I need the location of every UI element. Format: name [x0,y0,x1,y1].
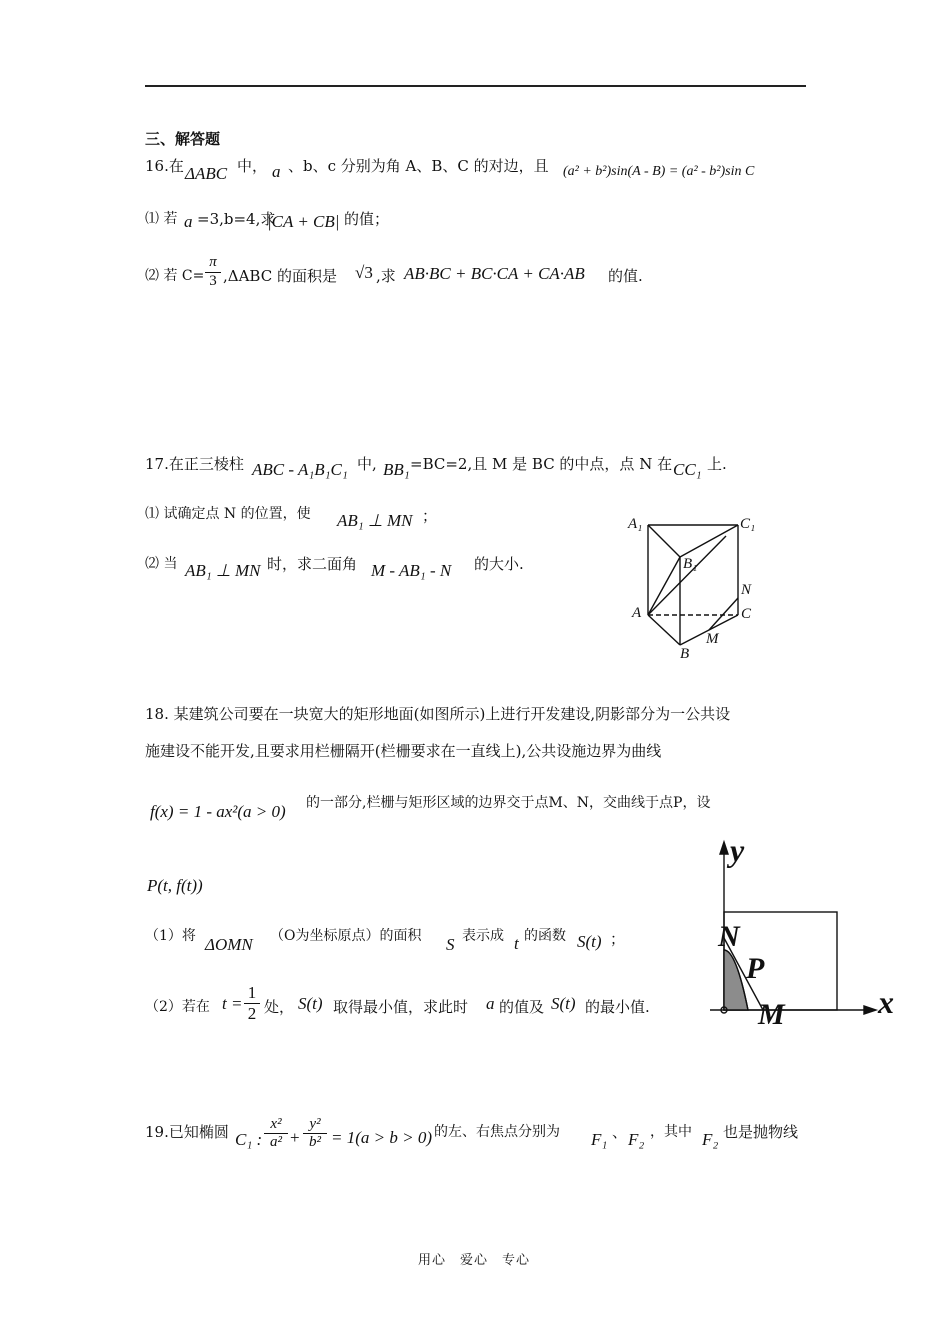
q19-f2b: F₂ [702,1130,719,1149]
q18-line1: 18. 某建筑公司要在一块宽大的矩形地面(如图所示)上进行开发建设,阴影部分为一公共设 [145,705,731,723]
q16-part2-sqrt: √3 [355,263,373,282]
prism-figure [620,510,770,670]
q18-part2-st2: S(t) [551,994,576,1013]
q18-part2-t: t = [222,994,243,1013]
q18-part1-st: S(t) [577,932,602,951]
fig18-label-x: x [878,984,894,1020]
q17-cc1: CC₁ [673,460,702,479]
fig17-label-c1: C₁ [740,516,756,532]
q16-part1-expr: |CA + CB| [267,212,340,231]
q19-sep: 、 [612,1123,628,1141]
q16-text2: 、b、c 分别为角 A、B、C 的对边，且 [288,157,549,175]
q18-frac-den: 2 [244,1003,260,1024]
fig17-label-b: B [680,646,690,662]
q19-frac1-den: a² [264,1133,288,1151]
fig17-label-a: A [632,605,642,621]
q17-part2-expr: AB₁ ⊥ MN [185,561,261,580]
q17-part2-angle: M - AB₁ - N [371,561,452,580]
curve-figure [700,832,920,1033]
q17-bb1: BB₁ [383,460,410,479]
q18-part1-end: ； [610,930,626,948]
q18-point: P(t, f(t)) [147,876,203,895]
fig17-label-b1: B₁ [683,556,698,572]
q18-part1-label: （1）将 [145,928,196,944]
q16-text1: 中， [237,157,268,175]
q19-lead: 19.已知椭圆 [145,1123,229,1141]
q18-part1-text2: 表示成 [462,928,504,944]
q19-frac2-den: b² [303,1133,327,1151]
q19-rest: = 1(a > b > 0) [331,1128,432,1147]
q19-frac1-num: x² [270,1116,282,1132]
q18-part2-c: 的值及 [499,998,545,1016]
q16-part1-label: ⑴ 若 [145,211,178,227]
q17-part1-end: ； [422,507,438,525]
q19-fraction-2 [303,1116,327,1151]
q19-frac2-num: y² [309,1116,321,1132]
q16-part1-text: =3,b=4,求 [197,210,276,228]
q16-part2-mid: ,ΔABC 的面积是 [223,267,337,285]
section-title: 三、解答题 [145,130,221,148]
fig17-label-n: N [741,582,752,598]
q16-triangle: ΔABC [185,164,228,183]
q18-function: f(x) = 1 - ax²(a > 0) [150,802,286,821]
q16-part1-a: a [184,212,193,231]
q17-prism: ABC - A₁B₁C₁ [252,460,348,479]
q18-part2-end: 的最小值. [585,998,650,1016]
q18-part2-a: 处， [264,998,295,1016]
q19-fraction-1 [264,1116,288,1151]
q16-var-a: a [272,162,281,181]
fig18-label-m: M [758,998,785,1031]
q19-c1: C₁ : [235,1130,263,1149]
fig17-label-m: M [706,631,719,647]
q17-mid: 中, [357,455,377,473]
q18-part1-s: S [446,935,455,954]
q18-part2-fraction [244,983,260,1024]
fig17-label-a1: A₁ [628,516,643,532]
q18-part2-b: 取得最小值，求此时 [333,998,469,1016]
q16-frac-num: π [209,254,217,270]
q16-part2-expr: AB·BC + BC·CA + CA·AB [404,264,585,283]
q18-part1-triangle: ΔOMN [205,935,253,954]
q19-f2: F₂ [628,1130,645,1149]
q16-part2-end: 的值. [608,267,643,285]
q19-text1: 的左、右焦点分别为 [434,1124,560,1140]
q19-plus: + [290,1128,300,1147]
q17-lead: 17.在正三棱柱 [145,455,244,473]
q18-part2-label: （2）若在 [145,999,210,1015]
q18-line3: 的一部分,栏栅与矩形区域的边界交于点M、N，交曲线于点P，设 [306,795,711,811]
q17-part2-end: 的大小. [474,555,524,573]
q17-part1-expr: AB₁ ⊥ MN [337,511,413,530]
q16-part2-ask: ,求 [376,267,396,285]
q17-part1-label: ⑴ 试确定点 N 的位置，使 [145,506,311,522]
q16-part2-fraction [205,254,221,290]
q19-text3: 也是抛物线 [723,1123,799,1141]
page-footer: 用心 爱心 专心 [418,1253,531,1268]
fig17-label-c: C [741,606,752,622]
q18-line2: 施建设不能开发,且要求用栏栅隔开(栏栅要求在一直线上),公共设施边界为曲线 [145,742,662,760]
q17-end: 上. [707,455,727,473]
q19-f1: F₁ [591,1130,608,1149]
q16-lead: 16.在 [145,157,184,175]
q18-part1-t: t [514,934,519,953]
q19-text2: ，其中 [650,1124,692,1140]
header-rule [145,85,806,87]
q17-text: =BC=2,且 M 是 BC 的中点，点 N 在 [410,455,673,473]
fig18-label-n: N [718,920,740,953]
q16-frac-den: 3 [205,272,221,290]
q17-part2-label: ⑵ 当 [145,556,178,572]
q18-part2-st: S(t) [298,994,323,1013]
q18-frac-num: 1 [247,983,257,1002]
q16-part1-end: 的值； [344,210,390,228]
q18-part1-mid: （O为坐标原点）的面积 [270,928,422,944]
fig18-label-p: P [746,952,765,985]
q18-part2-var: a [486,994,495,1013]
q18-part1-text3: 的函数 [524,928,566,944]
q17-part2-mid: 时，求二面角 [267,555,358,573]
q16-part2-label: ⑵ 若 C= [145,268,205,284]
q16-equation: (a² + b²)sin(A - B) = (a² - b²)sin C [563,164,755,179]
fig18-label-y: y [730,832,745,868]
